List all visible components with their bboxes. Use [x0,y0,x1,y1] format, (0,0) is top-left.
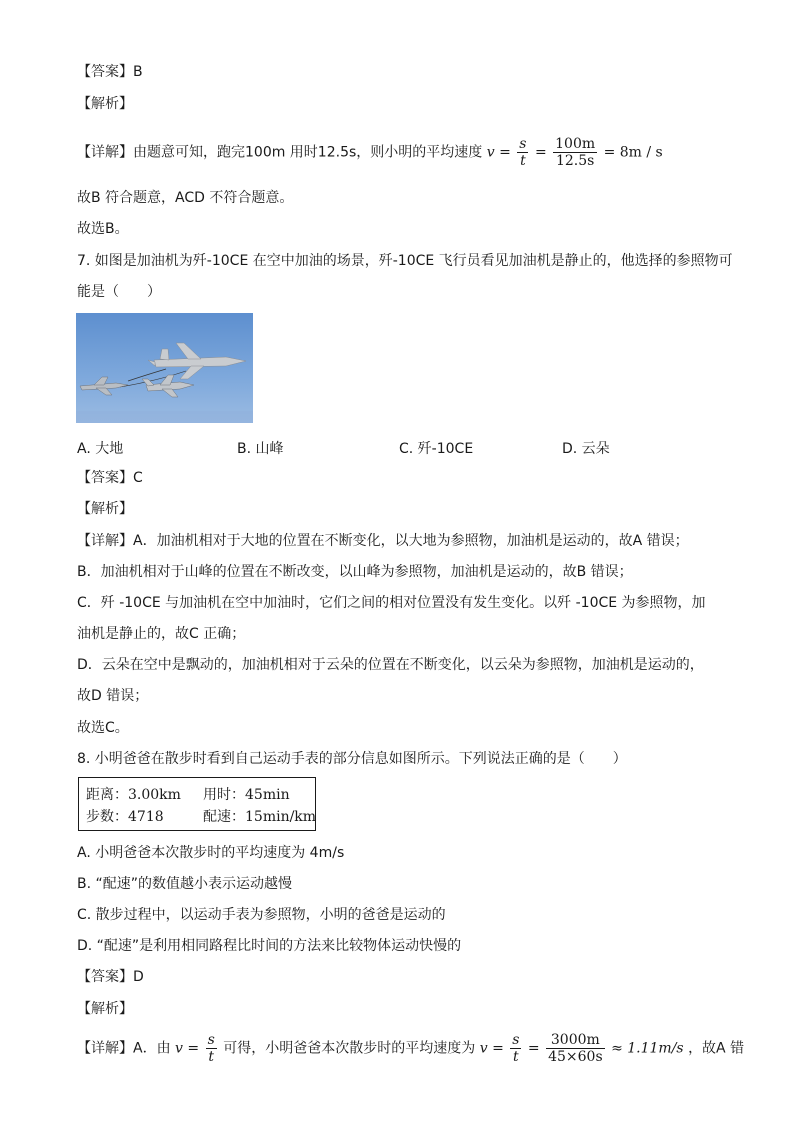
fraction-100m-over-12.5s: $\frac{100m}{12.5s}$ [555,136,596,169]
q7-stem-line2: 能是（ ） [77,284,161,300]
q7-analysis-label: 【解析】 [77,501,133,517]
q8-formula-result: ≈ 1.11m/s [611,1040,684,1057]
q7-option-d[interactable]: D. 云朵 [562,441,610,457]
fraction-s-over-t: $\frac{s}{t}$ [519,136,527,169]
fraction-s-over-t: $\frac{s}{t}$ [207,1032,215,1065]
q8-stem: 8. 小明爸爸在散步时看到自己运动手表的部分信息如图所示。下列说法正确的是（ ） [77,751,627,767]
q6-conclusion: 故B 符合题意，ACD 不符合题意。 [77,190,294,206]
fraction-s-over-t-2: $\frac{s}{t}$ [512,1032,520,1065]
q7-option-a[interactable]: A. 大地 [77,441,124,457]
q8-detail-prefix: 【详解】A．由 [77,1040,171,1057]
watch-time: 用时：45min [203,787,290,803]
q7-options [77,438,717,458]
q7-answer: 【答案】C [77,470,143,486]
watch-distance: 距离：3.00km [86,787,181,803]
q7-option-c[interactable]: C. 歼-10CE [399,441,474,457]
q8-option-a[interactable]: A. 小明爸爸本次散步时的平均速度为 4m/s [77,845,345,861]
q7-detail-d2: 故D 错误； [77,688,149,704]
q6-detail-text: 【详解】由题意可知，跑完100m 用时12.5s，则小明的平均速度 [77,144,483,161]
q8-detail-mid: 可得，小明爸爸本次散步时的平均速度为 [223,1040,476,1057]
q8-option-b[interactable]: B. “配速”的数值越小表示运动越慢 [77,876,293,892]
q8-detail-suffix: ，故A 错 [688,1040,745,1057]
formula-v: v [486,144,495,161]
q8-answer: 【答案】D [77,969,144,985]
formula-result: = 8m / s [603,144,663,161]
q8-option-c[interactable]: C. 散步过程中，以运动手表为参照物，小明的爸爸是运动的 [77,907,446,923]
q6-answer: 【答案】B [77,64,143,80]
sports-watch-info-box [78,777,316,831]
q6-final: 故选B。 [77,221,129,237]
q8-option-d[interactable]: D. “配速”是利用相同路程比时间的方法来比较物体运动快慢的 [77,938,462,954]
q8-detail: 【详解】A．由 v = $\frac{s}{t}$ 可得，小明爸爸本次散步时的平均速度为 v = $\frac{s}{t}$ = $\frac{3000m}{45\times 60s}$ ≈ 1.11m/s ，故A 错 [77,1032,745,1065]
refueling-aircraft-photo [76,313,253,423]
formula-eq: = [499,144,511,161]
watch-steps: 步数：4718 [86,809,164,825]
q7-detail-b: B．加油机相对于山峰的位置在不断改变，以山峰为参照物，加油机是运动的，故B 错误； [77,564,633,580]
q7-detail-a: 【详解】A．加油机相对于大地的位置在不断变化，以大地为参照物，加油机是运动的，故A 错误； [77,533,689,549]
q7-option-b[interactable]: B. 山峰 [237,441,284,457]
q7-stem-line1: 7. 如图是加油机为歼-10CE 在空中加油的场景，歼-10CE 飞行员看见加油机是静止的，他选择的参照物可 [77,253,733,269]
fraction-3000m-over-2700s: $\frac{3000m}{45\times 60s}$ [548,1032,603,1065]
q7-detail-c1: C．歼 -10CE 与加油机在空中加油时，它们之间的相对位置没有发生变化。以歼 -10CE 为参照物，加 [77,595,706,611]
q6-analysis-label: 【解析】 [77,96,133,112]
q6-detail: 【详解】由题意可知，跑完100m 用时12.5s，则小明的平均速度 v = $\frac{s}{t}$ = $\frac{100m}{12.5s}$ = 8m / s [77,136,663,169]
q7-final: 故选C。 [77,720,129,736]
q7-detail-d1: D．云朵在空中是飘动的，加油机相对于云朵的位置在不断变化，以云朵为参照物，加油机是运动的， [77,657,704,673]
watch-pace: 配速：15min/km [203,809,317,825]
q7-detail-c2: 油机是静止的，故C 正确； [77,626,246,642]
q8-analysis-label: 【解析】 [77,1001,133,1017]
